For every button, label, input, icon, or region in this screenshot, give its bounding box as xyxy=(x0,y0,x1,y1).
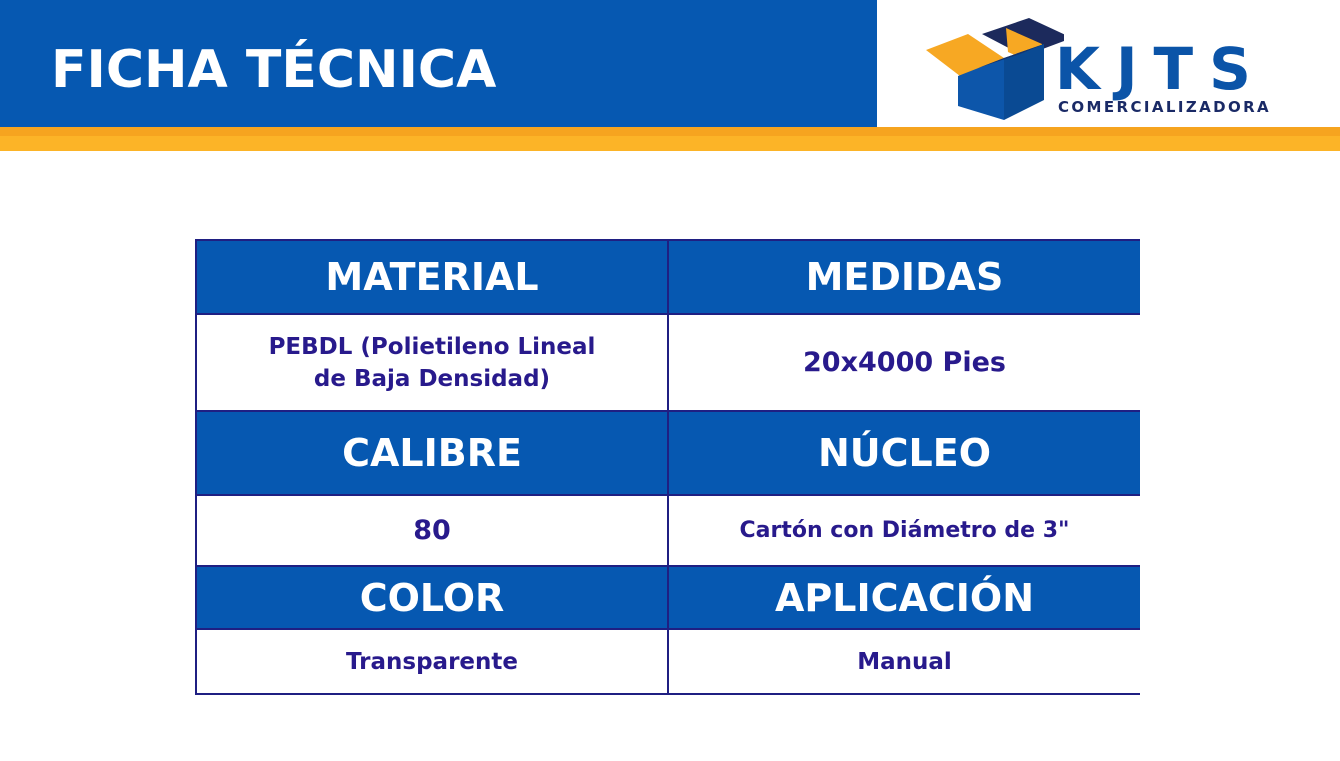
aplicacion-value: Manual xyxy=(669,630,1140,693)
logo-subtitle: COMERCIALIZADORA xyxy=(1058,98,1272,116)
calibre-header: CALIBRE xyxy=(197,412,669,496)
page-title: FICHA TÉCNICA xyxy=(51,40,497,100)
calibre-value: 80 xyxy=(197,496,669,567)
material-header: MATERIAL xyxy=(197,241,669,315)
material-value: PEBDL (Polietileno Lineal de Baja Densidad) xyxy=(197,315,669,412)
header-banner xyxy=(0,0,877,127)
color-value: Transparente xyxy=(197,630,669,693)
box-icon xyxy=(924,14,1064,124)
spec-table xyxy=(195,239,1140,695)
nucleo-header: NÚCLEO xyxy=(669,412,1140,496)
color-header: COLOR xyxy=(197,567,669,630)
logo-letters: KJTS xyxy=(1055,35,1267,103)
medidas-header: MEDIDAS xyxy=(669,241,1140,315)
nucleo-value: Cartón con Diámetro de 3" xyxy=(669,496,1140,567)
aplicacion-header: APLICACIÓN xyxy=(669,567,1140,630)
company-logo xyxy=(924,14,1284,124)
medidas-value: 20x4000 Pies xyxy=(669,315,1140,412)
accent-stripe xyxy=(0,127,1340,151)
